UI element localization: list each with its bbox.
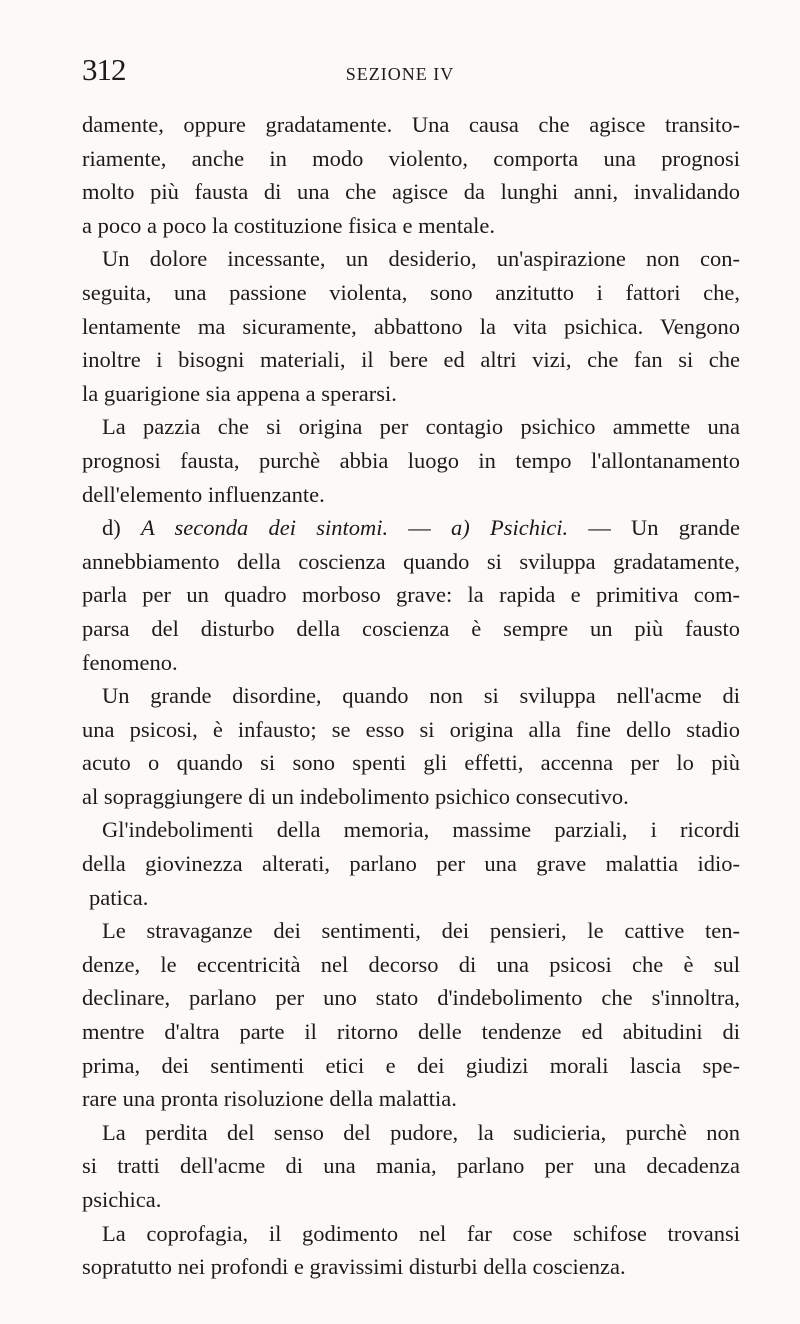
dash: — (388, 515, 452, 541)
text-line: prognosi fausta, purchè abbia luogo in tempo l'allontanamento (82, 447, 740, 473)
subsection-letter: d) (102, 515, 141, 541)
paragraph-start-line: Le stravaganze dei sentimenti, dei pensieri, le cattive ten- (102, 918, 740, 944)
heading-continuation: — Un grande (568, 515, 740, 541)
text-line: della giovinezza alterati, parlano per una grave malattia idio- (82, 851, 740, 877)
text-line: riamente, anche in modo violento, comporta una prognosi (82, 145, 740, 171)
paragraph-start-line: Gl'indebolimenti della memoria, massime parziali, i ricordi (102, 817, 740, 843)
text-line: parla per un quadro morboso grave: la rapida e primitiva com- (82, 582, 740, 608)
section-title: SEZIONE IV (345, 64, 455, 84)
text-line: dell'elemento influenzante. (82, 481, 325, 507)
text-line: patica. (89, 884, 149, 910)
text-line: acuto o quando si sono spenti gli effetti, accenna per lo più (82, 750, 740, 776)
text-line: molto più fausta di una che agisce da lunghi anni, invalidando (82, 179, 740, 205)
text-line: damente, oppure gradatamente. Una causa che agisce transito- (82, 112, 740, 137)
text-line: declinare, parlano per uno stato d'indebolimento che s'innoltra, (82, 985, 740, 1011)
running-header (82, 52, 718, 92)
text-line: fenomeno. (82, 649, 178, 675)
text-line: lentamente ma sicuramente, abbattono la vita psichica. Vengono (82, 313, 740, 339)
text-line: si tratti dell'acme di una mania, parlano per una decadenza (82, 1153, 740, 1179)
subsection-title: A seconda dei sintomi. (140, 515, 389, 541)
paragraph-start-line: La coprofagia, il godimento nel far cose schifose trovansi (102, 1220, 740, 1246)
paragraph-start-line: Un dolore incessante, un desiderio, un'aspirazione non con- (102, 246, 740, 272)
text-line: al sopraggiungere di un indebolimento psichico consecutivo. (82, 783, 629, 809)
text-line: rare una pronta risoluzione della malattia. (82, 1086, 457, 1112)
text-line: la guarigione sia appena a sperarsi. (82, 380, 397, 406)
text-line: a poco a poco la costituzione fisica e mentale. (82, 212, 495, 238)
paragraph-start-line: La pazzia che si origina per contagio psichico ammette una (102, 414, 740, 440)
text-line: seguita, una passione violenta, sono anzitutto i fattori che, (82, 279, 740, 305)
text-line: inoltre i bisogni materiali, il bere ed altri vizi, che fan si che (82, 347, 740, 373)
page-number: 312 (82, 52, 126, 87)
subsection-subtitle: a) Psichici. (451, 515, 569, 541)
text-line: parsa del disturbo della coscienza è sempre un più fausto (82, 615, 740, 641)
text-line: psichica. (82, 1187, 162, 1212)
text-line: mentre d'altra parte il ritorno delle tendenze ed abitudini di (82, 1019, 740, 1045)
text-line: denze, le eccentricità nel decorso di una psicosi che è sul (82, 951, 740, 977)
text-line: prima, dei sentimenti etici e dei giudizi morali lascia spe- (82, 1052, 740, 1078)
text-line: sopratutto nei profondi e gravissimi disturbi della coscienza. (82, 1254, 626, 1280)
text-line: annebbiamento della coscienza quando si sviluppa gradatamente, (82, 548, 740, 574)
paragraph-start-line: Un grande disordine, quando non si sviluppa nell'acme di (102, 683, 740, 709)
subsection-heading-line (82, 511, 740, 545)
body-text (82, 108, 740, 1284)
text-line: una psicosi, è infausto; se esso si origina alla fine dello stadio (82, 716, 740, 742)
paragraph-start-line: La perdita del senso del pudore, la sudicieria, purchè non (102, 1119, 740, 1145)
